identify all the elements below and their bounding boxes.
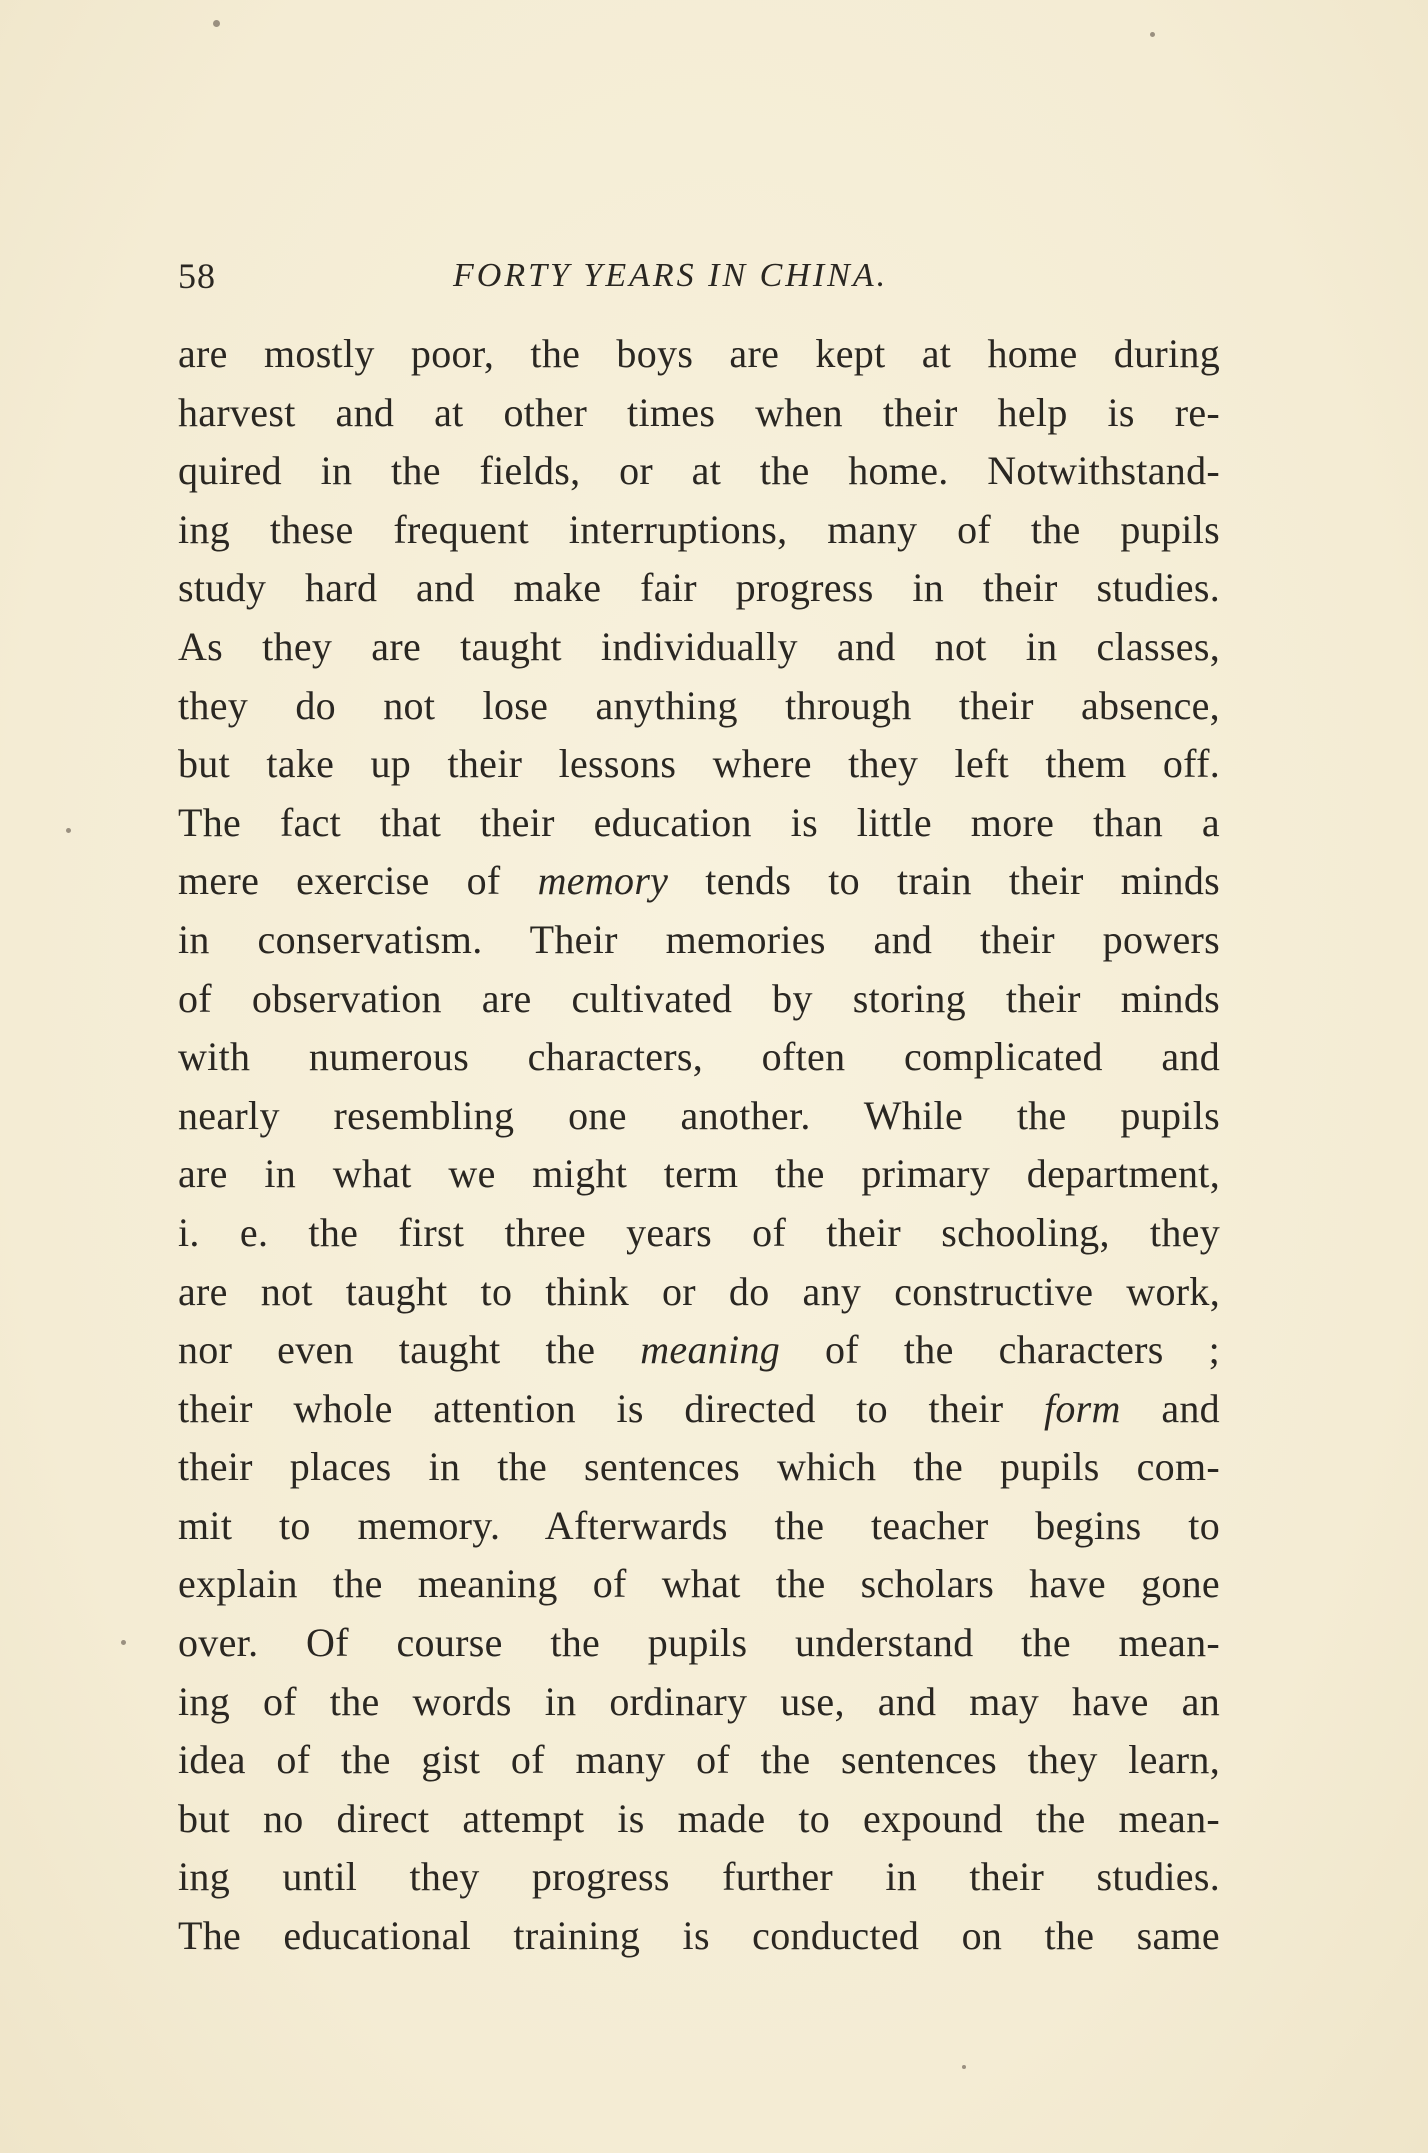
text-line: The educational training is conducted on the same — [178, 1913, 1220, 1959]
text-line: but no direct attempt is made to expound the mean- — [178, 1795, 1220, 1841]
text-line: over. Of course the pupils understand the mean- — [178, 1620, 1220, 1666]
page-number: 58 — [178, 256, 216, 296]
text-line: their places in the sentences which the pupils com- — [178, 1444, 1220, 1490]
text-line: are in what we might term the primary department, — [178, 1151, 1220, 1197]
italic-emphasis: memory — [537, 858, 669, 904]
paper-speck — [121, 1640, 126, 1645]
text-line: nor even taught the meaning of the characters ; — [178, 1327, 1220, 1373]
text-line: are not taught to think or do any constructive work, — [178, 1268, 1220, 1314]
text-line: are mostly poor, the boys are kept at home during — [178, 331, 1220, 376]
text-line: i. e. the first three years of their schooling, they — [178, 1209, 1220, 1255]
paper-speck — [213, 20, 220, 27]
paper-speck — [66, 828, 71, 833]
italic-emphasis: form — [1043, 1385, 1121, 1431]
text-line: with numerous characters, often complicated and — [178, 1034, 1220, 1080]
text-line: explain the meaning of what the scholars have gone — [178, 1561, 1220, 1607]
text-line: ing of the words in ordinary use, and may have an — [178, 1678, 1220, 1724]
text-line: ing until they progress further in their studies. — [178, 1854, 1220, 1900]
text-line: mit to memory. Afterwards the teacher begins to — [178, 1502, 1220, 1548]
paper-speck — [1150, 32, 1155, 37]
text-line: study hard and make fair progress in their studies. — [178, 565, 1220, 611]
text-line: harvest and at other times when their help is re- — [178, 389, 1220, 435]
text-line: of observation are cultivated by storing their minds — [178, 975, 1220, 1021]
italic-emphasis: meaning — [640, 1327, 781, 1373]
text-line: in conservatism. Their memories and their powers — [178, 916, 1220, 962]
text-line: As they are taught individually and not in classes, — [178, 623, 1220, 669]
text-line: mere exercise of memory tends to train their minds — [178, 858, 1220, 904]
text-line: quired in the fields, or at the home. Notwithstand- — [178, 448, 1220, 494]
text-line: they do not lose anything through their absence, — [178, 682, 1220, 728]
text-line: their whole attention is directed to their form and — [178, 1385, 1220, 1431]
body-text — [178, 325, 1220, 1966]
text-line: but take up their lessons where they left them off. — [178, 741, 1220, 787]
page-header — [178, 252, 1218, 300]
text-line: ing these frequent interruptions, many of the pupils — [178, 506, 1220, 552]
text-line: nearly resembling one another. While the pupils — [178, 1092, 1220, 1138]
text-line: The fact that their education is little more than a — [178, 799, 1220, 845]
text-line: idea of the gist of many of the sentences they learn, — [178, 1737, 1220, 1783]
running-title: FORTY YEARS IN CHINA. — [453, 257, 889, 294]
paper-speck — [962, 2065, 966, 2069]
